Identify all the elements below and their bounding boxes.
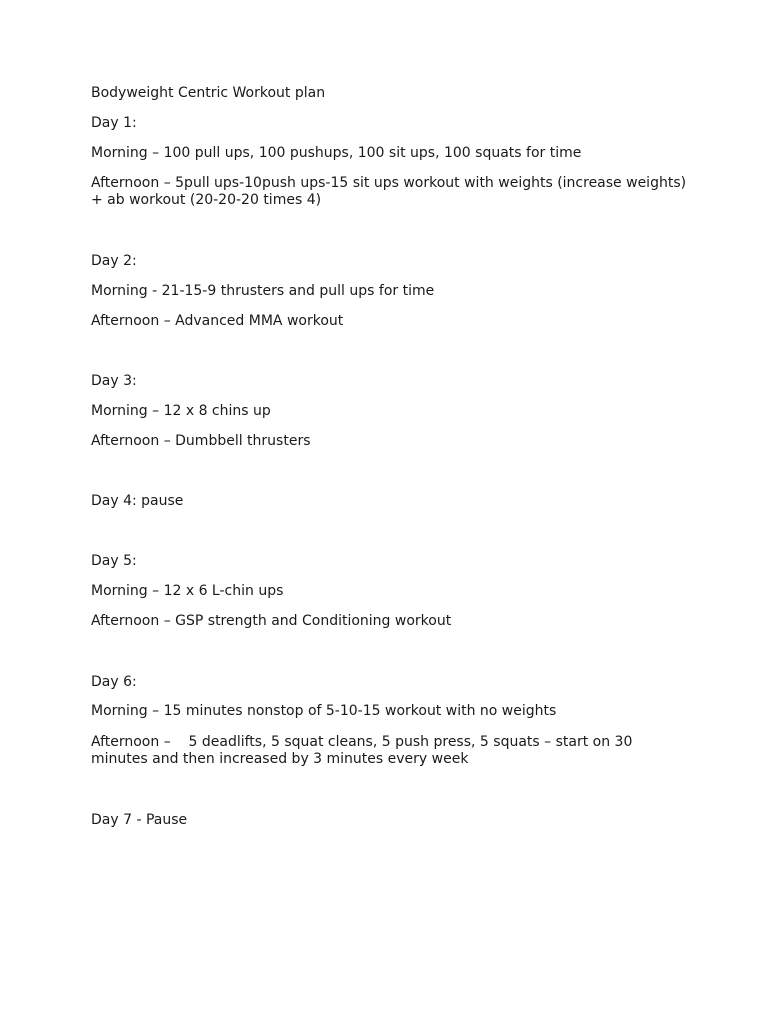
day-1-morning: Morning – 100 pull ups, 100 pushups, 100 sit ups, 100 squats for time (91, 145, 582, 161)
day-3-heading: Day 3: (91, 373, 137, 389)
day-6-morning: Morning – 15 minutes nonstop of 5-10-15 workout with no weights (91, 703, 557, 719)
day-5-heading: Day 5: (91, 553, 137, 569)
day-5-afternoon: Afternoon – GSP strength and Conditioning workout (91, 613, 452, 629)
day-1-heading: Day 1: (91, 115, 137, 131)
day-2-afternoon: Afternoon – Advanced MMA workout (91, 313, 344, 329)
day-1-afternoon: Afternoon – 5pull ups-10push ups-15 sit ups workout with weights (increase weights) + ab workout (20-20-20 times 4) (91, 175, 691, 208)
day-6-afternoon: Afternoon – 5 deadlifts, 5 squat cleans, 5 push press, 5 squats – start on 30 minutes and then increased by 3 minutes every week (91, 734, 637, 767)
day-2-morning: Morning - 21-15-9 thrusters and pull ups for time (91, 283, 435, 299)
day-3-afternoon: Afternoon – Dumbbell thrusters (91, 433, 311, 449)
day-5-morning: Morning – 12 x 6 L-chin ups (91, 583, 284, 599)
day-7-heading: Day 7 - Pause (91, 812, 188, 828)
day-6-heading: Day 6: (91, 674, 137, 690)
day-3-morning: Morning – 12 x 8 chins up (91, 403, 271, 419)
day-4-heading: Day 4: pause (91, 493, 184, 509)
document-title: Bodyweight Centric Workout plan (91, 85, 326, 101)
day-2-heading: Day 2: (91, 253, 137, 269)
